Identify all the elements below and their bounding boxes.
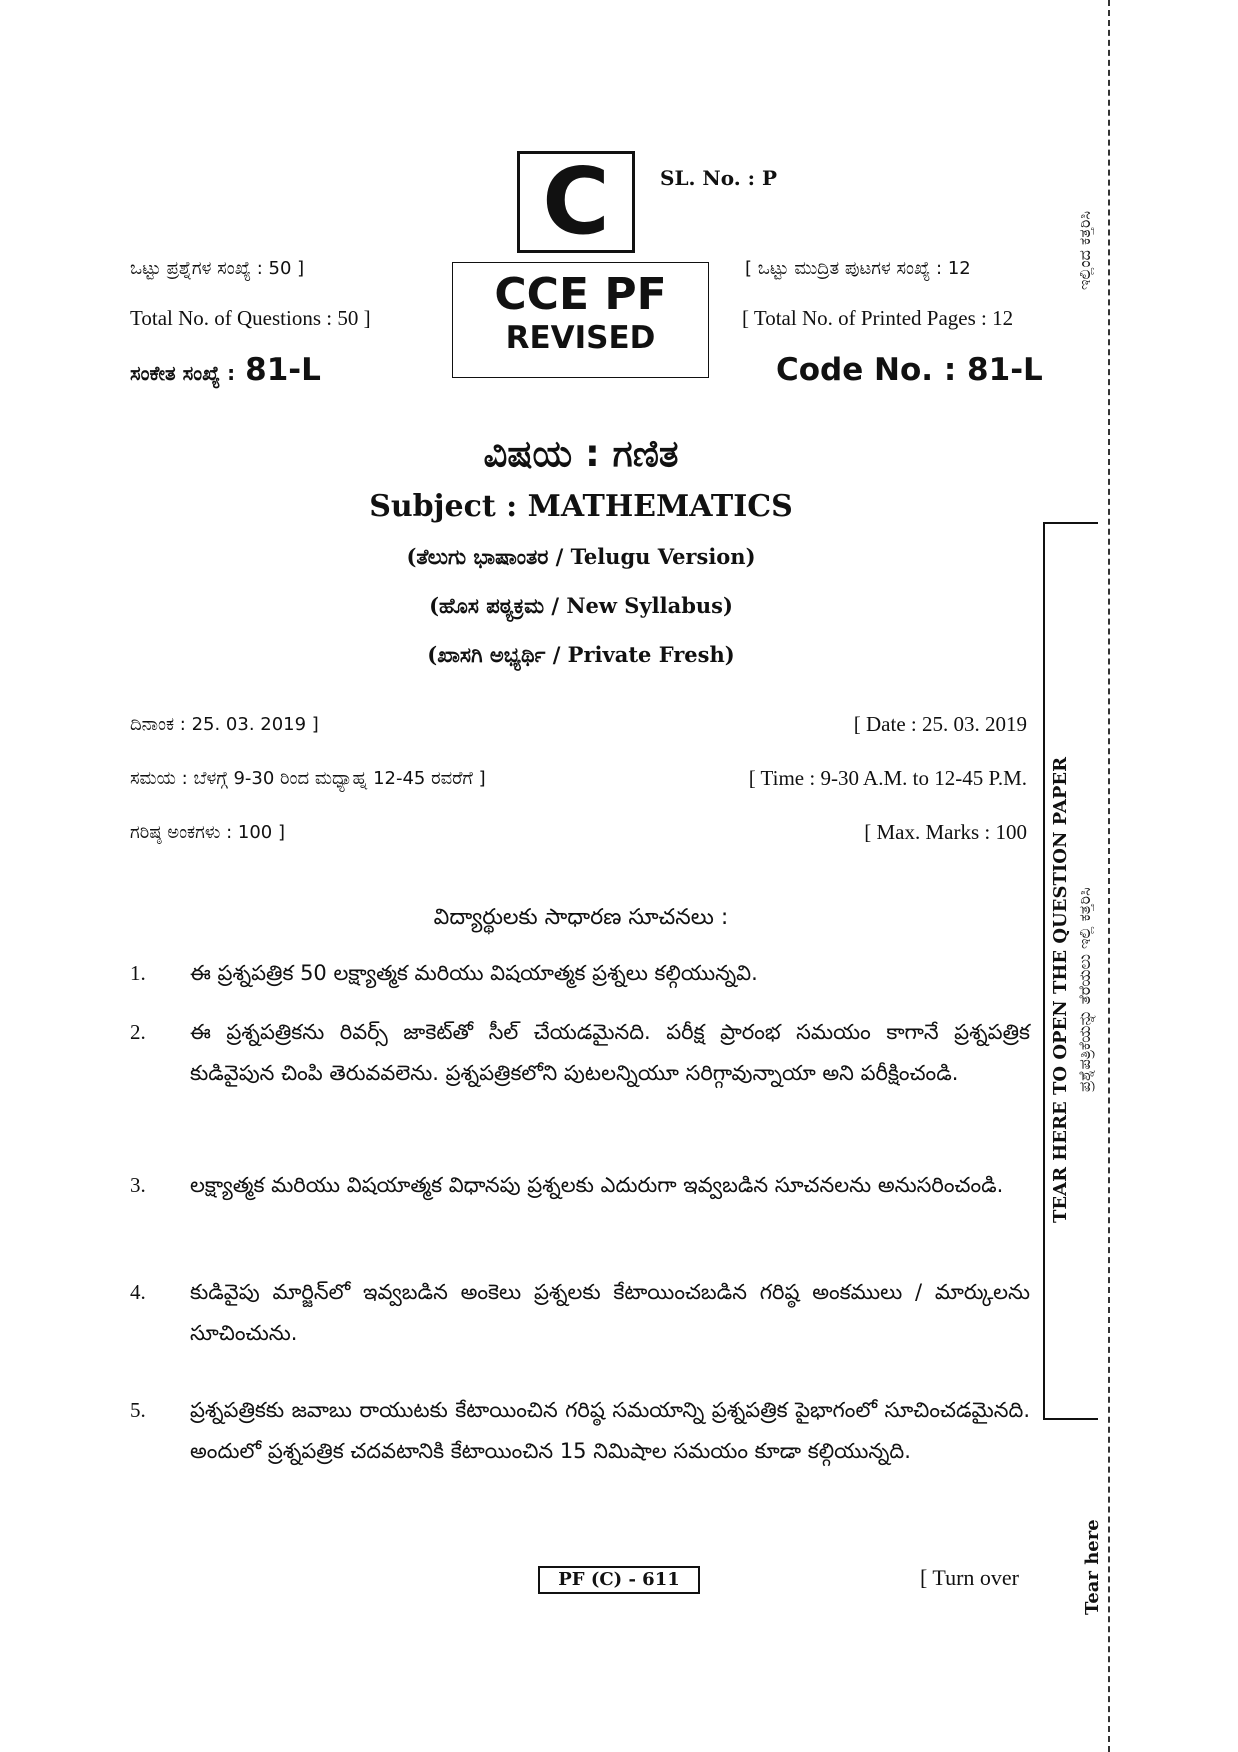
tear-instruction-kn: ಪ್ರಶ್ನೆಪತ್ರಿಕೆಯನ್ನು ತೆರೆಯಲು ಇಲ್ಲಿ ಕತ್ತರಿಸಿ — [1075, 887, 1094, 1093]
candidate-line: (ಖಾಸಗಿ ಅಭ್ಯರ್ಥಿ / Private Fresh) — [427, 642, 735, 667]
instruction-text: కుడివైపు మార్జిన్‌లో ఇవ్వబడిన అంకెలు ప్రశ్నలకు కేటాయించబడిన గరిష్ఠ అంకములు / మార్కులను సూచించును. — [190, 1280, 1030, 1345]
code-kn-label: ಸಂಕೇತ ಸಂಖ್ಯೆ : — [130, 361, 236, 385]
syllabus-line: (ಹೊಸ ಪಠ್ಯಕ್ರಮ / New Syllabus) — [429, 593, 733, 618]
instruction-number: 2. — [130, 1020, 146, 1044]
paper-code: PF (C) - 611 — [538, 1566, 700, 1594]
version-line: (ತೆಲುಗು ಭಾಷಾಂತರ / Telugu Version) — [406, 544, 756, 569]
instruction-text: ఈ ప్రశ్నపత్రికను రివర్స్ జాకెట్‌తో సీల్ చేయడమైనది. పరీక్ష ప్రారంభ సమయం కాగానే ప్రశ్నపత్రిక కుడివైపున చింపి తెరువవలెను. ప్రశ్నపత్రికలోని పుటలన్నియూ సరిగ్గావున్నాయా అని పరీక్షించండి. — [190, 1020, 1030, 1085]
marks-kn: ಗರಿಷ್ಠ ಅಂಕಗಳು : 100 ] — [130, 822, 285, 843]
instruction-number: 1. — [130, 961, 146, 985]
tear-dashed-line — [1108, 0, 1110, 1752]
marks-en: [ Max. Marks : 100 — [864, 820, 1027, 844]
tear-here-label: Tear here — [1082, 1519, 1103, 1615]
code-en: Code No. : 81-L — [776, 352, 1043, 388]
code-kn-value: 81-L — [245, 352, 321, 388]
cut-here-kn: ಇಲ್ಲಿಂದ ಕತ್ತರಿಸಿ — [1075, 211, 1094, 290]
instruction-text: ప్రశ్నపత్రికకు జవాబు రాయుటకు కేటాయించిన గరిష్ఠ సమయాన్ని ప్రశ్నపత్రిక పైభాగంలో సూచించడమైనది. అందులో ప్రశ్నపత్రిక చదవటానికి కేటాయించిన 15 నిమిషాల సమయం కూడా కల్గియున్నది. — [190, 1398, 1030, 1463]
instruction-item-3 — [130, 1165, 1030, 1206]
total-questions-en: Total No. of Questions : 50 ] — [130, 306, 371, 330]
total-pages-kn: [ ಒಟ್ಟು ಮುದ್ರಿತ ಪುಟಗಳ ಸಂಖ್ಯೆ : 12 — [745, 258, 971, 279]
exam-title-box — [452, 262, 709, 378]
total-questions-kn: ಒಟ್ಟು ಪ್ರಶ್ನೆಗಳ ಸಂಖ್ಯೆ : 50 ] — [130, 258, 305, 279]
time-kn: ಸಮಯ : ಬೆಳಗ್ಗೆ 9-30 ರಿಂದ ಮಧ್ಯಾಹ್ನ 12-45 ರವರೆಗೆ ] — [130, 768, 486, 789]
instruction-number: 3. — [130, 1173, 146, 1197]
turn-over: [ Turn over — [920, 1565, 1020, 1590]
instruction-number: 4. — [130, 1280, 146, 1304]
instructions-heading: విద్యార్థులకు సాధారణ సూచనలు : — [433, 905, 729, 930]
instruction-item-1 — [130, 953, 1030, 994]
tear-instruction-en: TEAR HERE TO OPEN THE QUESTION PAPER — [1050, 756, 1071, 1224]
instruction-item-4 — [130, 1272, 1030, 1354]
exam-title: CCE PF — [494, 269, 667, 320]
time-en: [ Time : 9-30 A.M. to 12-45 P.M. — [748, 766, 1027, 790]
total-pages-en: [ Total No. of Printed Pages : 12 — [742, 306, 1014, 330]
date-en: [ Date : 25. 03. 2019 — [853, 712, 1027, 736]
instruction-text: లక్ష్యాత్మక మరియు విషయాత్మక విధానపు ప్రశ్నలకు ఎదురుగా ఇవ్వబడిన సూచనలను అనుసరించండి. — [190, 1173, 1004, 1197]
subject-kn: ವಿಷಯ : ಗಣಿತ — [483, 432, 679, 475]
exam-subtitle: REVISED — [505, 320, 656, 357]
instruction-item-2 — [130, 1012, 1030, 1094]
subject-en: Subject : MATHEMATICS — [369, 489, 793, 524]
instruction-item-5 — [130, 1390, 1030, 1472]
code-kn — [130, 352, 321, 388]
version-letter-box — [517, 148, 635, 255]
serial-number: SL. No. : P — [660, 166, 778, 190]
instruction-number: 5. — [130, 1398, 146, 1422]
date-kn: ದಿನಾಂಕ : 25. 03. 2019 ] — [130, 714, 319, 735]
version-letter: C — [542, 148, 610, 255]
instruction-text: ఈ ప్రశ్నపత్రిక 50 లక్ష్యాత్మక మరియు విషయాత్మక ప్రశ్నలు కల్గియున్నవి. — [190, 961, 758, 985]
